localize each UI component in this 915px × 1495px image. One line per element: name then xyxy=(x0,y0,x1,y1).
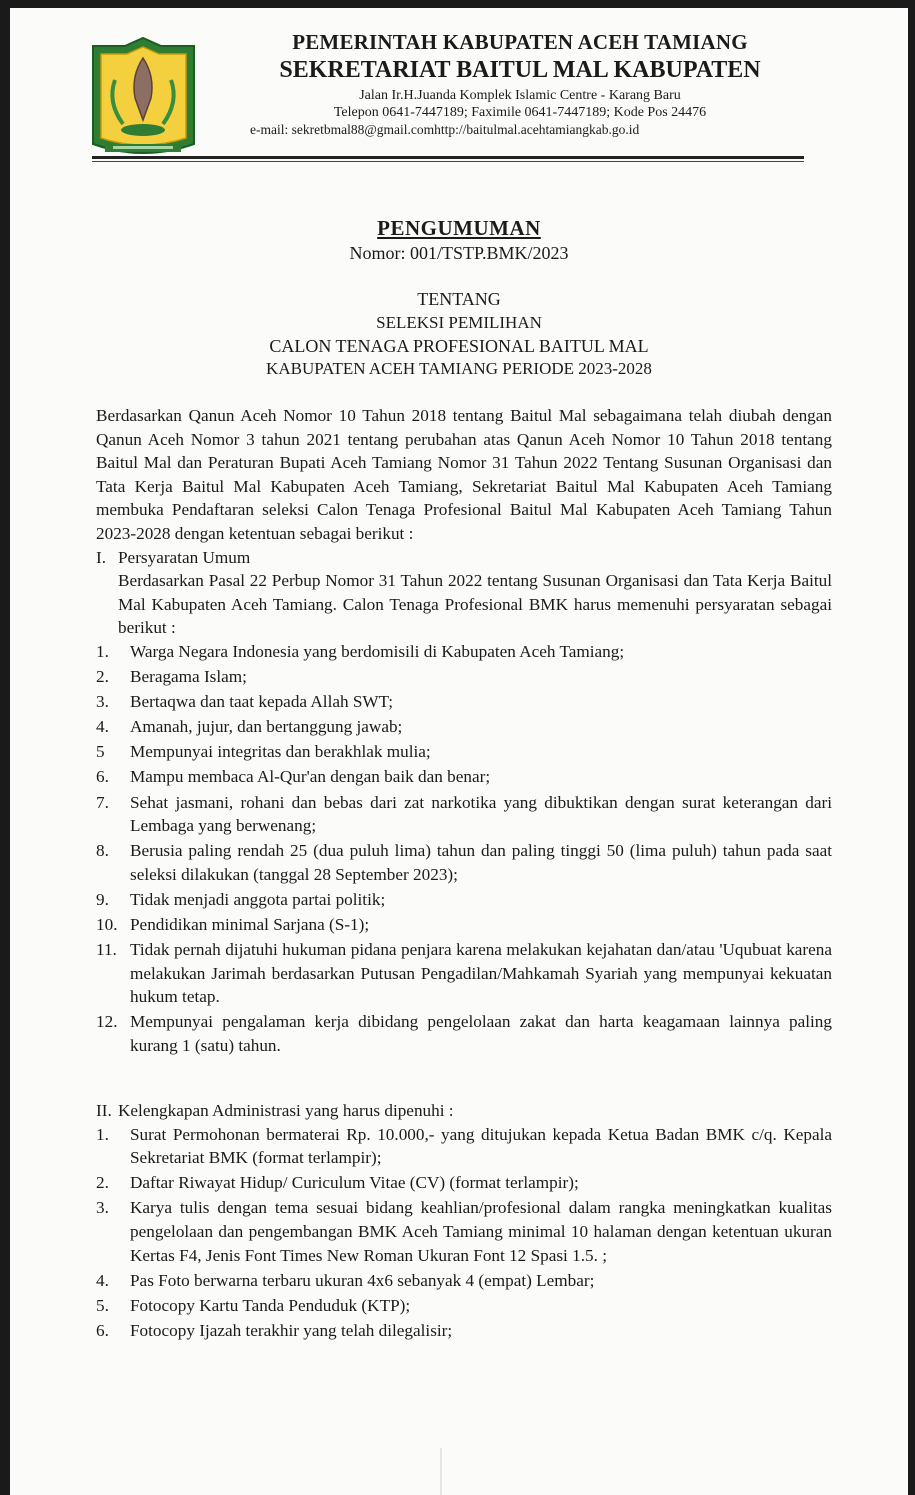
section-1-title: Persyaratan Umum xyxy=(118,547,251,567)
document-page xyxy=(10,8,908,1495)
list-item-number: 1. xyxy=(96,1124,109,1144)
list-item-number: 2. xyxy=(96,667,109,687)
letterhead-address: Jalan Ir.H.Juanda Komplek Islamic Centre - Karang Baru xyxy=(359,88,681,103)
list-item xyxy=(96,740,832,764)
list-item-text: Tidak menjadi anggota partai politik; xyxy=(130,889,386,909)
documents-list xyxy=(96,1123,832,1343)
document-heading: PENGUMUMAN xyxy=(377,216,541,240)
list-item-number: 9. xyxy=(96,889,109,909)
list-item xyxy=(96,1294,832,1318)
document-about: TENTANG xyxy=(417,289,501,309)
list-item-text: Amanah, jujur, dan bertanggung jawab; xyxy=(130,717,403,737)
document-subject-1: SELEKSI PEMILIHAN xyxy=(376,313,542,332)
letterhead-phone: Telepon 0641-7447189; Faximile 0641-7447189; Kode Pos 24476 xyxy=(333,105,707,120)
opening-paragraph: Berdasarkan Qanun Aceh Nomor 10 Tahun 2018 tentang Baitul Mal sebagaimana telah diubah dengan Qanun Aceh Nomor 3 tahun 2021 tentang perubahan atas Qanun Aceh Nomor 10 Tahun 2018 tentang Baitul Mal dan Peraturan Bupati Aceh Tamiang Nomor 31 Tahun 2022 Tentang Susunan Organisasi dan Tata Kerja Baitul Mal Kabupaten Aceh Tamiang, Sekretariat Baitul Mal Kabupaten Aceh Tamiang membuka Pendaftaran seleksi Calon Tenaga Profesional Baitul Mal Kabupaten Aceh Tamiang Tahun 2023-2028 dengan ketentuan sebagai berikut : xyxy=(96,406,832,543)
letterhead xyxy=(240,30,800,138)
paper-fold xyxy=(440,1448,442,1495)
list-item xyxy=(96,1123,832,1170)
document-subject-2: CALON TENAGA PROFESIONAL BAITUL MAL xyxy=(269,336,649,356)
list-item-text: Pas Foto berwarna terbaru ukuran 4x6 sebanyak 4 (empat) Lembar; xyxy=(130,1270,595,1290)
list-item-number: 12. xyxy=(96,1012,118,1032)
list-item xyxy=(96,765,832,789)
list-item xyxy=(96,665,832,689)
list-item-number: 4. xyxy=(96,717,109,737)
list-item xyxy=(96,690,832,714)
list-item xyxy=(96,1269,832,1293)
list-item xyxy=(96,1010,832,1057)
letterhead-rule-thin xyxy=(92,161,804,162)
requirements-list xyxy=(96,640,832,1058)
list-item-text: Warga Negara Indonesia yang berdomisili di Kabupaten Aceh Tamiang; xyxy=(130,641,625,661)
document-number: Nomor: 001/TSTP.BMK/2023 xyxy=(349,243,569,263)
list-item-text: Karya tulis dengan tema sesuai bidang keahlian/profesional dalam rangka meningkatkan kualitas pengelolaan dan pengembangan BMK Aceh Tamiang minimal 10 halaman dengan ketentuan ukuran Kertas F4, Jenis Font Times New Roman Ukuran Font 12 Spasi 1.5. ; xyxy=(130,1198,832,1265)
list-item-number: 2. xyxy=(96,1173,109,1193)
list-item-text: Surat Permohonan bermaterai Rp. 10.000,- yang ditujukan kepada Ketua Badan BMK c/q. Kepala Sekretariat BMK (format terlampir); xyxy=(130,1124,832,1168)
list-item-number: 7. xyxy=(96,792,109,812)
list-item-number: 3. xyxy=(96,692,109,712)
list-item xyxy=(96,913,832,937)
section-1-intro: Berdasarkan Pasal 22 Perbup Nomor 31 Tahun 2022 tentang Susunan Organisasi dan Tata Kerja Baitul Mal Kabupaten Aceh Tamiang. Calon Tenaga Profesional BMK harus memenuhi persyaratan sebagai berikut : xyxy=(118,571,832,638)
list-item-number: 11. xyxy=(96,940,117,960)
list-item-number: 1. xyxy=(96,641,109,661)
section-2-numeral: II. xyxy=(96,1101,112,1121)
document-body xyxy=(96,404,832,1344)
list-item-text: Tidak pernah dijatuhi hukuman pidana penjara karena melakukan kejahatan dan/atau 'Uqubuat karena melakukan Jarimah berdasarkan Putusan Pengadilan/Mahkamah Syariah yang mempunyai kekuatan hukum tetap. xyxy=(130,940,832,1007)
section-2-title: Kelengkapan Administrasi yang harus dipenuhi : xyxy=(118,1101,454,1121)
list-item-text: Bertaqwa dan taat kepada Allah SWT; xyxy=(130,692,393,712)
list-item xyxy=(96,715,832,739)
list-item-text: Mempunyai integritas dan berakhlak mulia; xyxy=(130,742,431,762)
list-item xyxy=(96,1171,832,1195)
list-item-number: 8. xyxy=(96,841,109,861)
list-item-text: Mampu membaca Al-Qur'an dengan baik dan benar; xyxy=(130,767,491,787)
list-item-text: Berusia paling rendah 25 (dua puluh lima) tahun dan paling tinggi 50 (lima puluh) tahun pada saat seleksi dilakukan (tanggal 28 September 2023); xyxy=(130,841,832,884)
list-item-text: Sehat jasmani, rohani dan bebas dari zat narkotika yang dibuktikan dengan surat keterangan dari Lembaga yang berwenang; xyxy=(130,792,832,836)
list-item xyxy=(96,640,832,664)
list-item-text: Beragama Islam; xyxy=(130,667,247,687)
letterhead-office: SEKRETARIAT BAITUL MAL KABUPATEN xyxy=(279,57,761,83)
letterhead-government: PEMERINTAH KABUPATEN ACEH TAMIANG xyxy=(292,30,748,54)
list-item-text: Mempunyai pengalaman kerja dibidang pengelolaan zakat dan harta keagamaan lainnya paling kurang 1 (satu) tahun. xyxy=(130,1012,832,1055)
list-item xyxy=(96,1196,832,1267)
list-item xyxy=(96,791,832,838)
letterhead-contact: e-mail: sekretbmal88@gmail.comhttp://baitulmal.acehtamiangkab.go.id xyxy=(250,122,640,137)
section-2-heading xyxy=(96,1099,832,1123)
list-item-text: Pendidikan minimal Sarjana (S-1); xyxy=(130,914,370,934)
list-item-text: Fotocopy Ijazah terakhir yang telah dilegalisir; xyxy=(130,1320,453,1340)
letterhead-rule xyxy=(92,156,804,159)
list-item xyxy=(96,839,832,886)
list-item-number: 6. xyxy=(96,1320,109,1340)
list-item xyxy=(96,938,832,1009)
list-item-number: 6. xyxy=(96,767,109,787)
list-item-number: 4. xyxy=(96,1270,109,1290)
document-subject-3: KABUPATEN ACEH TAMIANG PERIODE 2023-2028 xyxy=(266,359,652,378)
section-1-heading xyxy=(96,546,832,570)
section-1-numeral: I. xyxy=(96,547,107,567)
list-item-number: 3. xyxy=(96,1198,109,1218)
list-item-number: 5. xyxy=(96,1295,109,1315)
aceh-tamiang-emblem-icon xyxy=(85,36,202,162)
list-item-number: 5 xyxy=(96,742,105,762)
list-item-text: Fotocopy Kartu Tanda Penduduk (KTP); xyxy=(130,1295,411,1315)
list-item-text: Daftar Riwayat Hidup/ Curiculum Vitae (CV) (format terlampir); xyxy=(130,1173,579,1193)
list-item xyxy=(96,888,832,912)
list-item-number: 10. xyxy=(96,914,118,934)
list-item xyxy=(96,1319,832,1343)
